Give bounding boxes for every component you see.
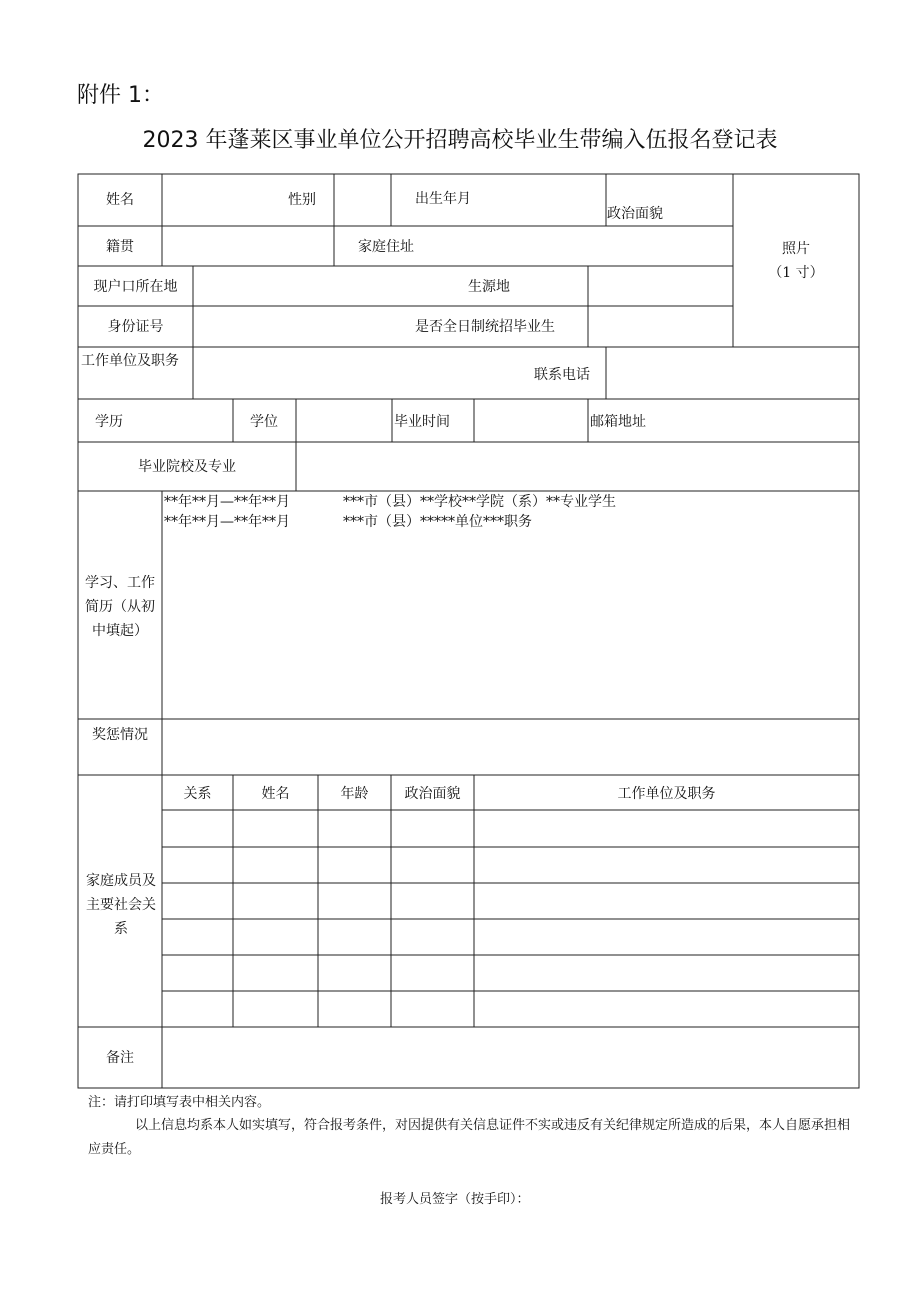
label-gender: 性别 [288,192,316,208]
label-education: 学历 [95,414,123,430]
label-id-number: 身份证号 [107,319,164,335]
label-birth: 出生年月 [415,191,471,207]
label-awards: 奖惩情况 [92,727,148,743]
label-phone: 联系电话 [534,367,590,383]
label-fulltime: 是否全日制统招毕业生 [415,319,555,335]
label-remarks: 备注 [106,1050,134,1066]
resume-detail-1: ***市（县）**学校**学院（系）**专业学生 [343,494,616,510]
attachment-label: 附件 1： [77,83,164,108]
label-email: 邮箱地址 [590,414,646,430]
label-home-address: 家庭住址 [358,239,414,255]
resume-period-2: **年**月—**年**月 [164,514,290,530]
family-header-name: 姓名 [261,786,290,802]
label-household: 现户口所在地 [93,279,178,295]
table-border [78,174,859,1088]
declaration-text: 以上信息均系本人如实填写，符合报考条件，对因提供有关信息证件不实或违反有关纪律规定所造成的后果，本人自愿承担相应责任。 [88,1118,851,1157]
form-title: 2023 年蓬莱区事业单位公开招聘高校毕业生带编入伍报名登记表 [142,128,778,153]
photo-label: 照片 [782,241,810,257]
label-family: 家庭成员及主要社会关系 [86,873,156,937]
label-graduation-time: 毕业时间 [394,414,450,430]
label-work-unit: 工作单位及职务 [81,353,179,369]
family-header-political: 政治面貌 [404,786,461,802]
photo-size: （1 寸） [768,265,824,281]
label-school-major: 毕业院校及专业 [138,459,236,475]
family-header-relation: 关系 [183,786,212,802]
resume-detail-2: ***市（县）*****单位***职务 [343,514,532,530]
label-political: 政治面貌 [607,206,663,222]
label-name: 姓名 [106,192,134,208]
footer-note: 注：请打印填写表中相关内容。 [88,1095,271,1110]
family-header-age: 年龄 [340,786,369,802]
label-native-place: 籍贯 [106,239,134,255]
family-header-work-unit: 工作单位及职务 [617,786,716,802]
signature-label: 报考人员签字（按手印）： [380,1192,530,1207]
label-resume: 学习、工作简历（从初中填起） [85,575,155,639]
label-origin: 生源地 [468,279,510,295]
label-degree: 学位 [250,414,278,430]
resume-period-1: **年**月—**年**月 [164,494,290,510]
